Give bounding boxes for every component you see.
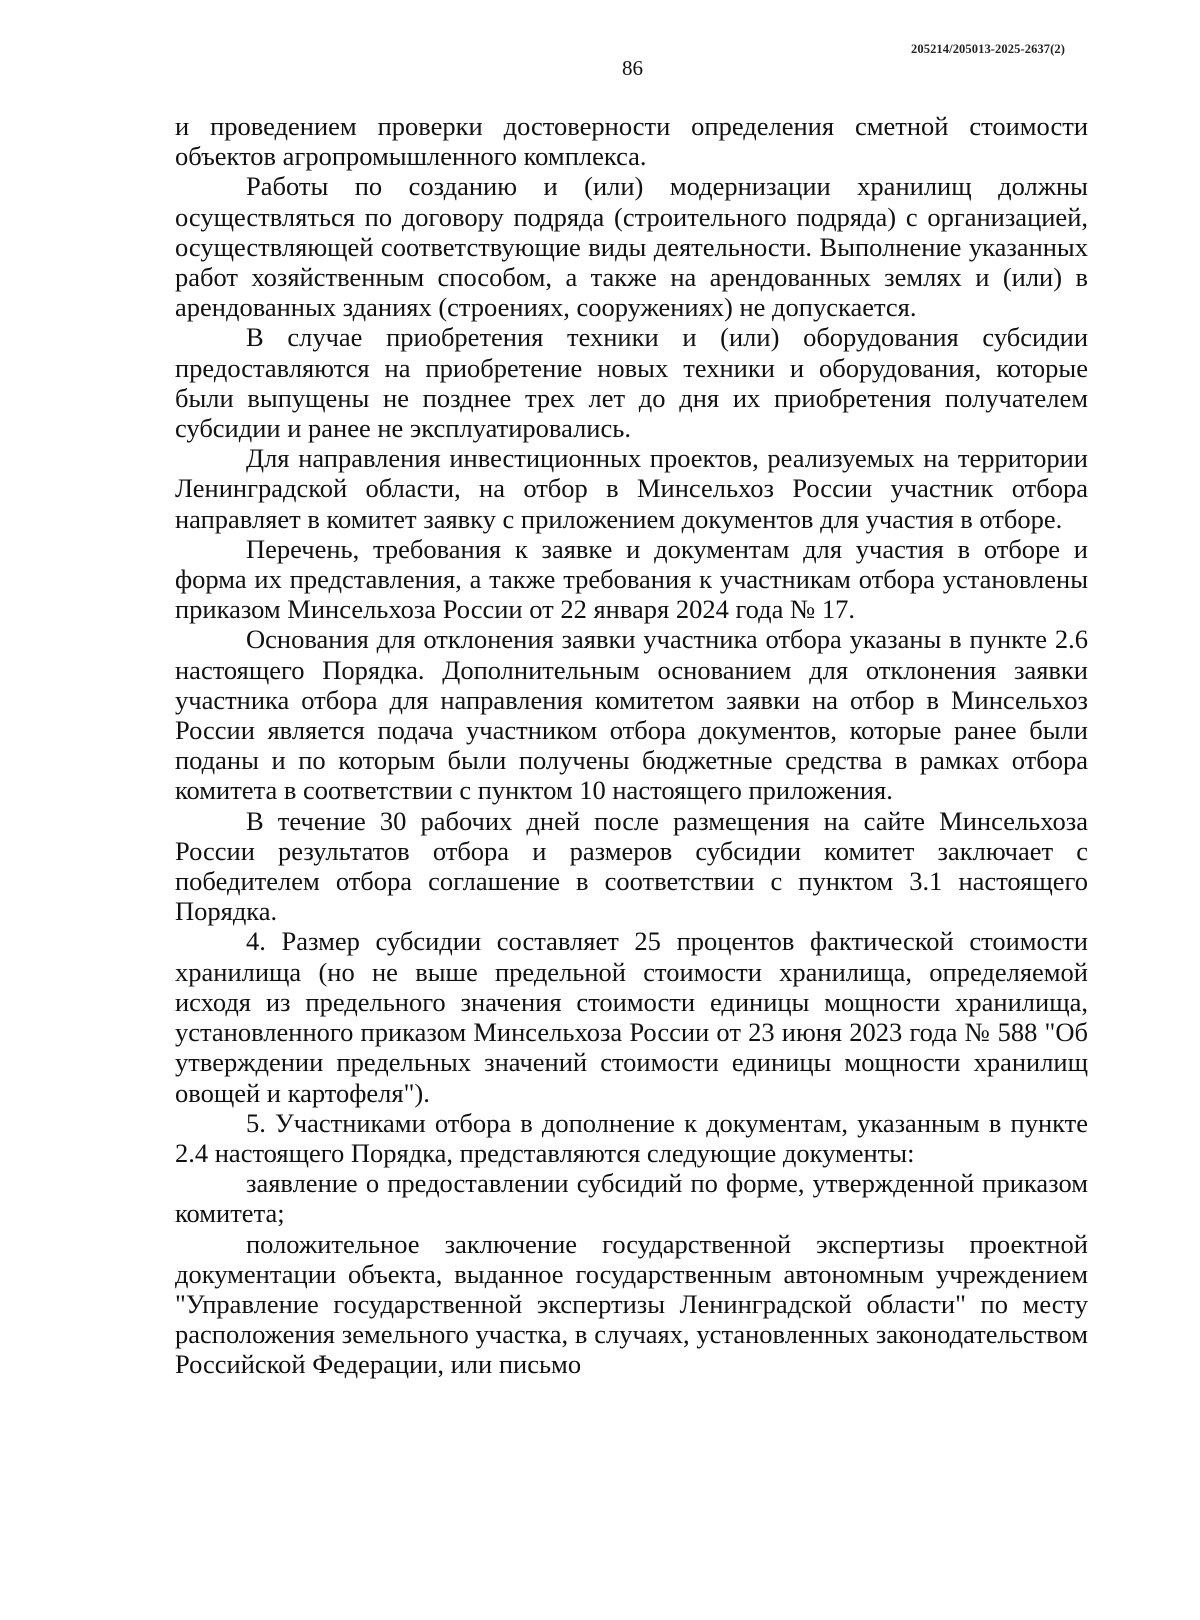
paragraph-6: Основания для отклонения заявки участника отбора указаны в пункте 2.6 настоящего Порядка. Дополнительным основанием для отклонения заявки участника отбора для направления комитетом заявки на отбор в Минсельхоз России является подача участником отбора документов, которые ранее были поданы и по которым были получены бюджетные средства в рамках отбора комитета в соответствии с пунктом 10 настоящего приложения. — [175, 624, 1088, 806]
document-code: 205214/205013-2025-2637(2) — [911, 42, 1065, 56]
page-number: 86 — [622, 56, 643, 80]
paragraph-2: Работы по созданию и (или) модернизации хранилищ должны осуществляться по договору подряда (строительного подряда) с организацией, осуществляющей соответствующие виды деятельности. Выполнение указанных работ хозяйственным способом, а также на арендованных землях и (или) в арендованных зданиях (строениях, сооружениях) не допускается. — [175, 171, 1088, 323]
paragraph-5: Перечень, требования к заявке и документам для участия в отборе и форма их представления, а также требования к участникам отбора установлены приказом Минсельхоза России от 22 января 2024 года № 17. — [175, 533, 1088, 625]
document-body — [175, 111, 1088, 1380]
paragraph-4: Для направления инвестиционных проектов, реализуемых на территории Ленинградской области, на отбор в Минсельхоз России участник отбора направляет в комитет заявку с приложением документов для участия в отборе. — [175, 443, 1088, 534]
paragraph-3: В случае приобретения техники и (или) оборудования субсидии предоставляются на приобретение новых техники и оборудования, которые были выпущены не позднее трех лет до дня их приобретения получателем субсидии и ранее не эксплуатировались. — [175, 322, 1088, 444]
paragraph-10: заявление о предоставлении субсидий по форме, утвержденной приказом комитета; — [175, 1168, 1088, 1229]
paragraph-8: 4. Размер субсидии составляет 25 процентов фактической стоимости хранилища (но не выше предельной стоимости хранилища, определяемой исходя из предельного значения стоимости единицы мощности хранилища, установленного приказом Минсельхоза России от 23 июня 2023 года № 588 "Об утверждении предельных значений стоимости единицы мощности хранилищ овощей и картофеля"). — [175, 926, 1088, 1108]
paragraph-1: и проведением проверки достоверности определения сметной стоимости объектов агропромышленного комплекса. — [175, 111, 1088, 172]
paragraph-7: В течение 30 рабочих дней после размещения на сайте Минсельхоза России результатов отбора и размеров субсидии комитет заключает с победителем отбора соглашение в соответствии с пунктом 3.1 настоящего Порядка. — [175, 805, 1088, 927]
paragraph-11: положительное заключение государственной экспертизы проектной документации объекта, выданное государственным автономным учреждением "Управление государственной экспертизы Ленинградской области" по месту расположения земельного участка, в случаях, установленных законодательством Российской Федерации, или письмо — [175, 1228, 1088, 1380]
paragraph-9: 5. Участниками отбора в дополнение к документам, указанным в пункте 2.4 настоящего Порядка, представляются следующие документы: — [175, 1107, 1088, 1168]
